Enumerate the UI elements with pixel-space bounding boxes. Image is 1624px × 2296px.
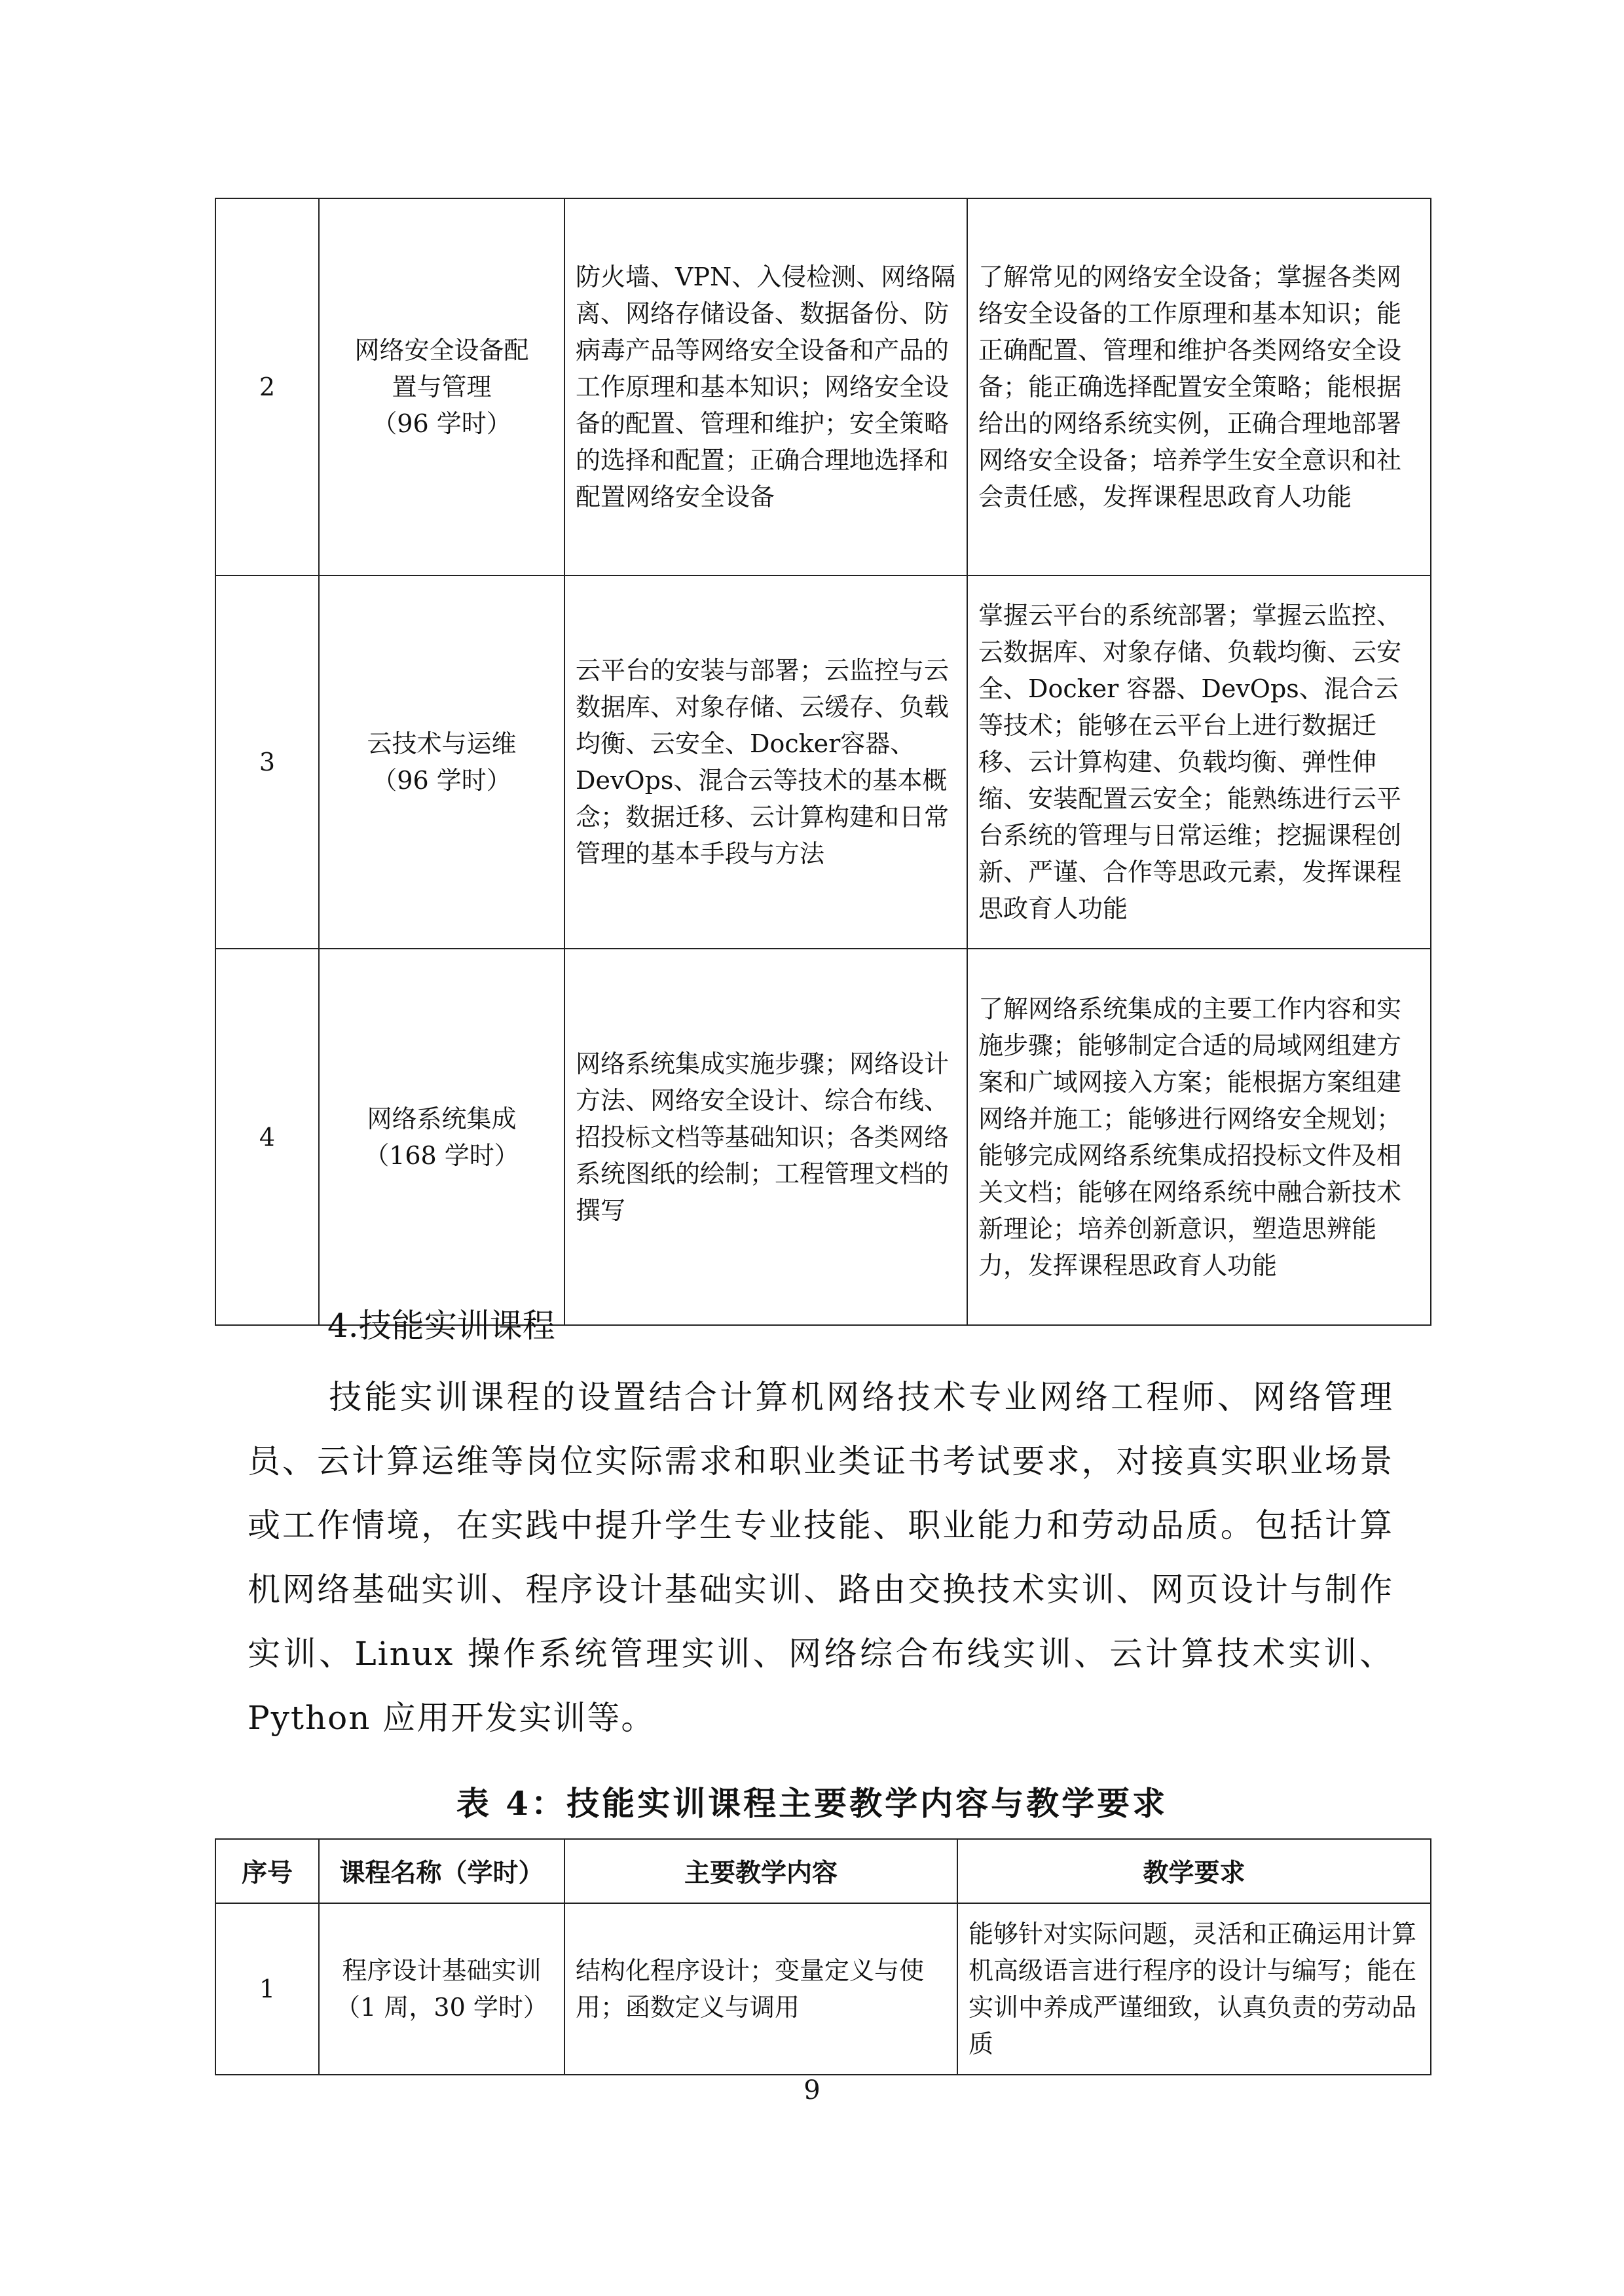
column-header-course: 课程名称（学时） — [319, 1839, 564, 1903]
table-header-row — [215, 1839, 1431, 1903]
course-hours: （168 学时） — [364, 1140, 519, 1170]
course-hours: （96 学时） — [372, 409, 511, 438]
skills-training-table — [215, 1838, 1431, 2075]
course-hours: （1 周，30 学时） — [335, 1993, 548, 2022]
row-number: 1 — [215, 1903, 319, 2075]
course-table-continued — [215, 198, 1431, 1326]
course-requirements: 掌握云平台的系统部署；掌握云监控、云数据库、对象存储、负载均衡、云安全、Docker 容器、DevOps、混合云等技术；能够在云平台上进行数据迁移、云计算构建、负载均衡、弹性伸缩、安装配置云安全；能熟练进行云平台系统的管理与日常运维；挖掘课程创新、严谨、合作等思政元素，发挥课程思政育人功能 — [967, 575, 1431, 949]
section-heading: 4.技能实训课程 — [327, 1307, 555, 1345]
table-row — [215, 1903, 1431, 2075]
table-row — [215, 949, 1431, 1325]
paragraph-text: 技能实训课程的设置结合计算机网络技术专业网络工程师、网络管理员、云计算运维等岗位实际需求和职业类证书考试要求，对接真实职业场景或工作情境，在实践中提升学生专业技能、职业能力和劳动品质。包括计算机网络基础实训、程序设计基础实训、路由交换技术实训、网页设计与制作实训、Linux 操作系统管理实训、网络综合布线实训、云计算技术实训、Python 应用开发实训等。 — [248, 1378, 1393, 1737]
table-row — [215, 198, 1431, 575]
course-name-line: 云技术与运维 — [367, 729, 517, 758]
course-name — [319, 949, 564, 1325]
course-content: 网络系统集成实施步骤；网络设计方法、网络安全设计、综合布线、招投标文档等基础知识；各类网络系统图纸的绘制；工程管理文档的撰写 — [564, 949, 967, 1325]
course-name-line: 网络系统集成 — [367, 1104, 517, 1133]
row-number: 4 — [215, 949, 319, 1325]
course-requirements: 了解网络系统集成的主要工作内容和实施步骤；能够制定合适的局域网组建方案和广域网接入方案；能根据方案组建网络并施工；能够进行网络安全规划；能够完成网络系统集成招投标文件及相关文档；能够在网络系统中融合新技术新理论；培养创新意识，塑造思辨能力，发挥课程思政育人功能 — [967, 949, 1431, 1325]
course-name-line: 置与管理 — [392, 373, 492, 401]
course-name — [319, 1903, 564, 2075]
course-name — [319, 575, 564, 949]
row-number: 3 — [215, 575, 319, 949]
course-name-line: 网络安全设备配 — [354, 336, 529, 365]
section-paragraph — [248, 1365, 1393, 1750]
column-header-content: 主要教学内容 — [564, 1839, 957, 1903]
course-hours: （96 学时） — [372, 766, 511, 795]
course-content: 防火墙、VPN、入侵检测、网络隔离、网络存储设备、数据备份、防病毒产品等网络安全设备和产品的工作原理和基本知识；网络安全设备的配置、管理和维护；安全策略的选择和配置；正确合理地选择和配置网络安全设备 — [564, 198, 967, 575]
row-number: 2 — [215, 198, 319, 575]
page-number: 9 — [803, 2075, 821, 2105]
column-header-requirements: 教学要求 — [957, 1839, 1431, 1903]
course-content: 结构化程序设计；变量定义与使用；函数定义与调用 — [564, 1903, 957, 2075]
table-caption: 表 4：技能实训课程主要教学内容与教学要求 — [456, 1784, 1168, 1823]
course-name — [319, 198, 564, 575]
course-content: 云平台的安装与部署；云监控与云数据库、对象存储、云缓存、负载均衡、云安全、Docker容器、DevOps、混合云等技术的基本概念；数据迁移、云计算构建和日常管理的基本手段与方法 — [564, 575, 967, 949]
column-header-number: 序号 — [215, 1839, 319, 1903]
course-name-line: 程序设计基础实训 — [342, 1956, 542, 1985]
table-row — [215, 575, 1431, 949]
course-requirements: 能够针对实际问题，灵活和正确运用计算机高级语言进行程序的设计与编写；能在实训中养成严谨细致，认真负责的劳动品质 — [957, 1903, 1431, 2075]
course-requirements: 了解常见的网络安全设备；掌握各类网络安全设备的工作原理和基本知识；能正确配置、管理和维护各类网络安全设备；能正确选择配置安全策略；能根据给出的网络系统实例，正确合理地部署网络安全设备；培养学生安全意识和社会责任感，发挥课程思政育人功能 — [967, 198, 1431, 575]
